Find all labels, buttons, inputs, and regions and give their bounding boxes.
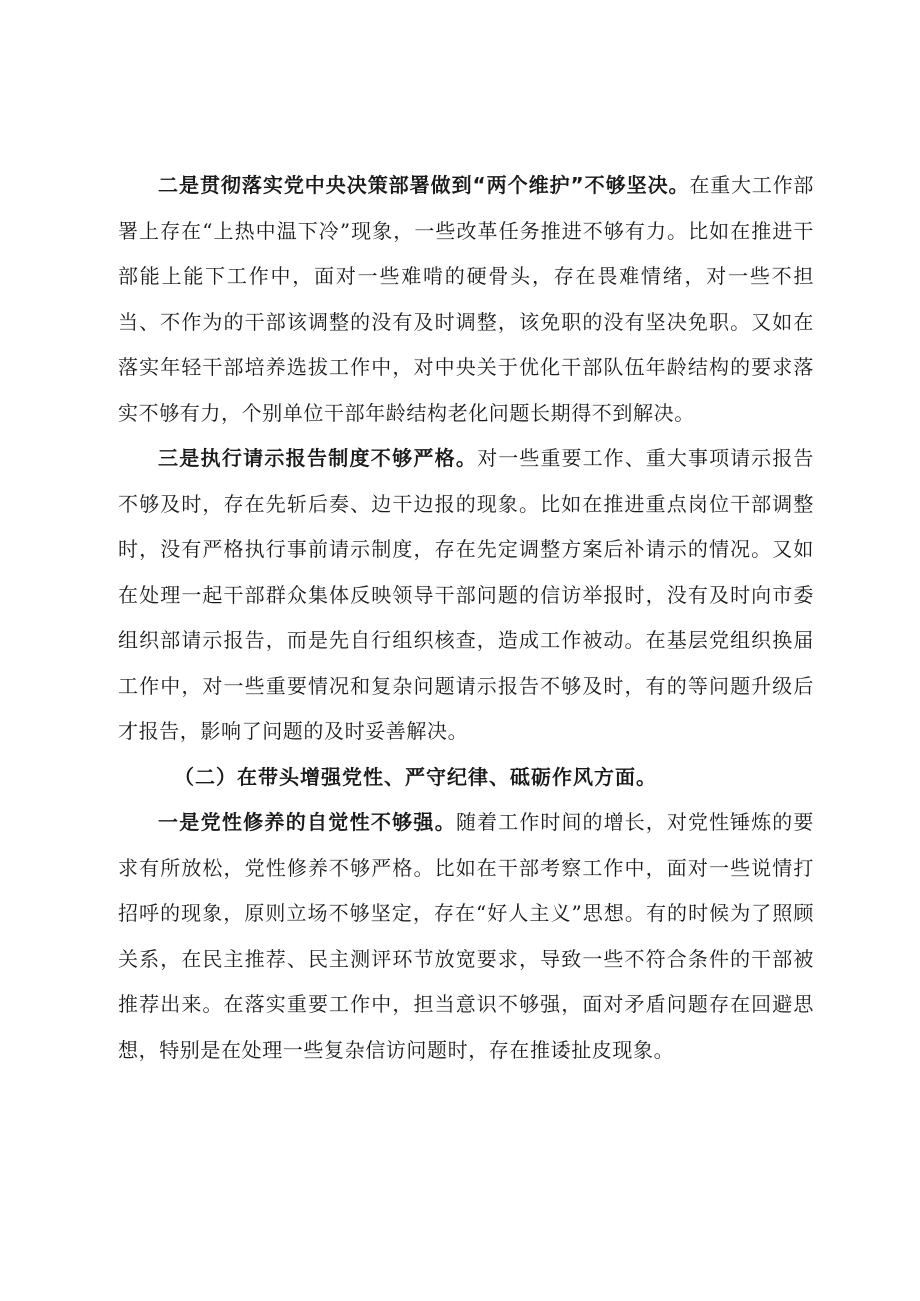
paragraph-reporting-system	[118, 436, 814, 755]
paragraph-body: 在重大工作部署上存在“上热中温下冷”现象，一些改革任务推进不够有力。比如在推进干部能上能下工作中，面对一些难啃的硬骨头，存在畏难情绪，对一些不担当、不作为的干部该调整的没有及时调整，该免职的没有坚决免职。又如在落实年轻干部培养选拔工作中，对中央关于优化干部队伍年龄结构的要求落实不够有力，个别单位干部年龄结构老化问题长期得不到解决。	[118, 173, 814, 425]
paragraph-body: 对一些重要工作、重大事项请示报告不够及时，存在先斩后奏、边干边报的现象。比如在推进重点岗位干部调整时，没有严格执行事前请示制度，存在先定调整方案后补请示的情况。又如在处理一起干部群众集体反映领导干部问题的信访举报时，没有及时向市委组织部请示报告，而是先自行组织核查，造成工作被动。在基层党组织换届工作中，对一些重要情况和复杂问题请示报告不够及时，有的等问题升级后才报告，影响了问题的及时妥善解决。	[118, 446, 814, 743]
paragraph-lead: 二是贯彻落实党中央决策部署做到“两个维护”不够坚决。	[158, 173, 690, 197]
section-heading: （二）在带头增强党性、严守纪律、砥砺作风方面。	[174, 764, 657, 789]
document-body	[118, 163, 814, 1073]
paragraph-party-cultivation	[118, 800, 814, 1073]
paragraph-body: 随着工作时间的增长，对党性锤炼的要求有所放松，党性修养不够严格。比如在干部考察工作中，面对一些说情打招呼的现象，原则立场不够坚定，存在“好人主义”思想。有的时候为了照顾关系，在民主推荐、民主测评环节放宽要求，导致一些不符合条件的干部被推荐出来。在落实重要工作中，担当意识不够强，面对矛盾问题存在回避思想，特别是在处理一些复杂信访问题时，存在推诿扯皮现象。	[118, 810, 814, 1062]
paragraph-lead: 一是党性修养的自觉性不够强。	[158, 810, 457, 834]
paragraph-lead: 三是执行请示报告制度不够严格。	[158, 446, 478, 470]
paragraph-two-maintains	[118, 163, 814, 436]
